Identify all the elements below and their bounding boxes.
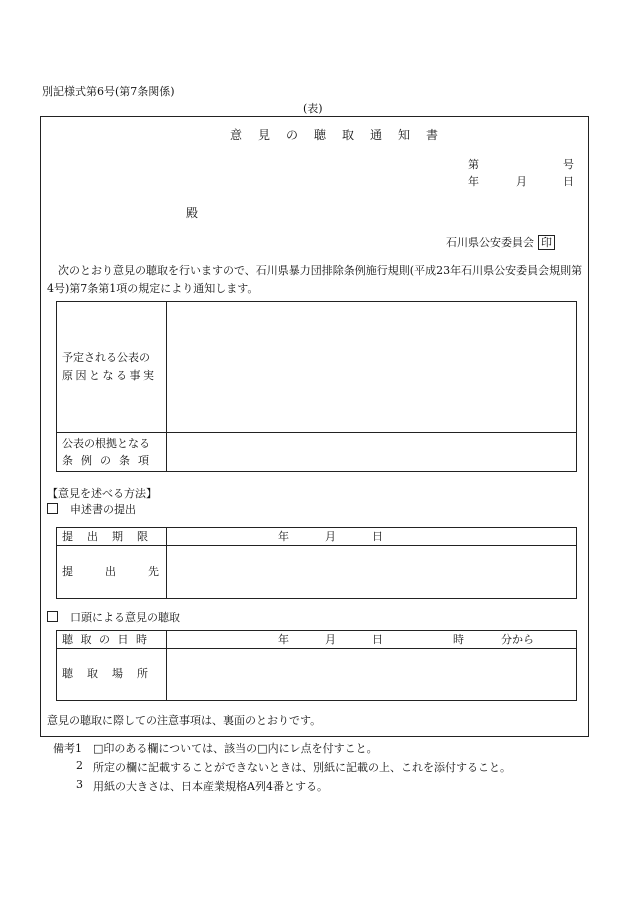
facts-table-row-divider xyxy=(56,432,577,433)
basis-label-2: 条例の条項 xyxy=(62,454,157,467)
oral-label: 口頭による意見の聴取 xyxy=(70,611,180,624)
seal-stamp: 印 xyxy=(538,235,555,250)
option-oral[interactable] xyxy=(47,609,180,625)
issuer-name: 石川県公安委員会 xyxy=(446,236,534,249)
side-label: (表) xyxy=(303,102,323,115)
destination-input-area[interactable] xyxy=(170,549,570,595)
form-number: 別記様式第6号(第7条関係) xyxy=(42,85,175,98)
notes-heading: 備考1 xyxy=(53,742,82,755)
date-year-label: 年 xyxy=(468,175,479,188)
hearing-place-label: 聴取場所 xyxy=(62,667,162,680)
note-2-number: 2 xyxy=(76,759,83,772)
written-label: 申述書の提出 xyxy=(70,503,136,516)
written-checkbox[interactable] xyxy=(47,503,58,514)
note-3-number: 3 xyxy=(76,778,83,791)
date-month-label: 月 xyxy=(516,175,527,188)
method-heading: 【意見を述べる方法】 xyxy=(47,487,157,500)
hearing-year: 年 xyxy=(278,633,289,646)
note-3: 用紙の大きさは、日本産業規格A列4番とする。 xyxy=(93,780,328,793)
notice-text: 意見の聴取に際しての注意事項は、裏面のとおりです。 xyxy=(47,714,322,727)
basis-input-area[interactable] xyxy=(170,436,570,468)
deadline-day: 日 xyxy=(372,530,383,543)
facts-table-divider xyxy=(166,301,167,472)
facts-input-area[interactable] xyxy=(170,305,570,427)
hearing-table-divider xyxy=(166,630,167,701)
addressee-suffix: 殿 xyxy=(186,206,199,220)
hearing-place-input-area[interactable] xyxy=(170,652,570,697)
hearing-minute: 分から xyxy=(501,633,534,646)
note-1: □印のある欄については、該当の□内にレ点を付すこと。 xyxy=(93,742,378,755)
facts-label-2: 原因となる事実 xyxy=(62,369,157,382)
hearing-day: 日 xyxy=(372,633,383,646)
body-text: 次のとおり意見の聴取を行いますので、石川県暴力団排除条例施行規則(平成23年石川県公安委員会規則第4号)第7条第1項の規定により通知します。 xyxy=(47,264,583,295)
oral-checkbox[interactable] xyxy=(47,611,58,622)
form-title: 意見の聴取通知書 xyxy=(230,128,455,142)
deadline-month: 月 xyxy=(325,530,336,543)
hearing-month: 月 xyxy=(325,633,336,646)
hearing-datetime-label: 聴取の日時 xyxy=(62,633,155,646)
destination-label: 提出先 xyxy=(62,565,191,578)
number-dai: 第 xyxy=(468,158,479,171)
deadline-year: 年 xyxy=(278,530,289,543)
basis-label-1: 公表の根拠となる xyxy=(62,437,150,450)
hearing-hour: 時 xyxy=(453,633,464,646)
number-go: 号 xyxy=(563,158,574,171)
deadline-label: 提出期限 xyxy=(62,530,162,543)
date-day-label: 日 xyxy=(563,175,574,188)
option-written[interactable] xyxy=(47,501,136,517)
facts-label-1: 予定される公表の xyxy=(62,351,150,364)
issuer-line xyxy=(446,234,555,250)
note-2: 所定の欄に記載することができないときは、別紙に記載の上、これを添付すること。 xyxy=(93,761,511,774)
